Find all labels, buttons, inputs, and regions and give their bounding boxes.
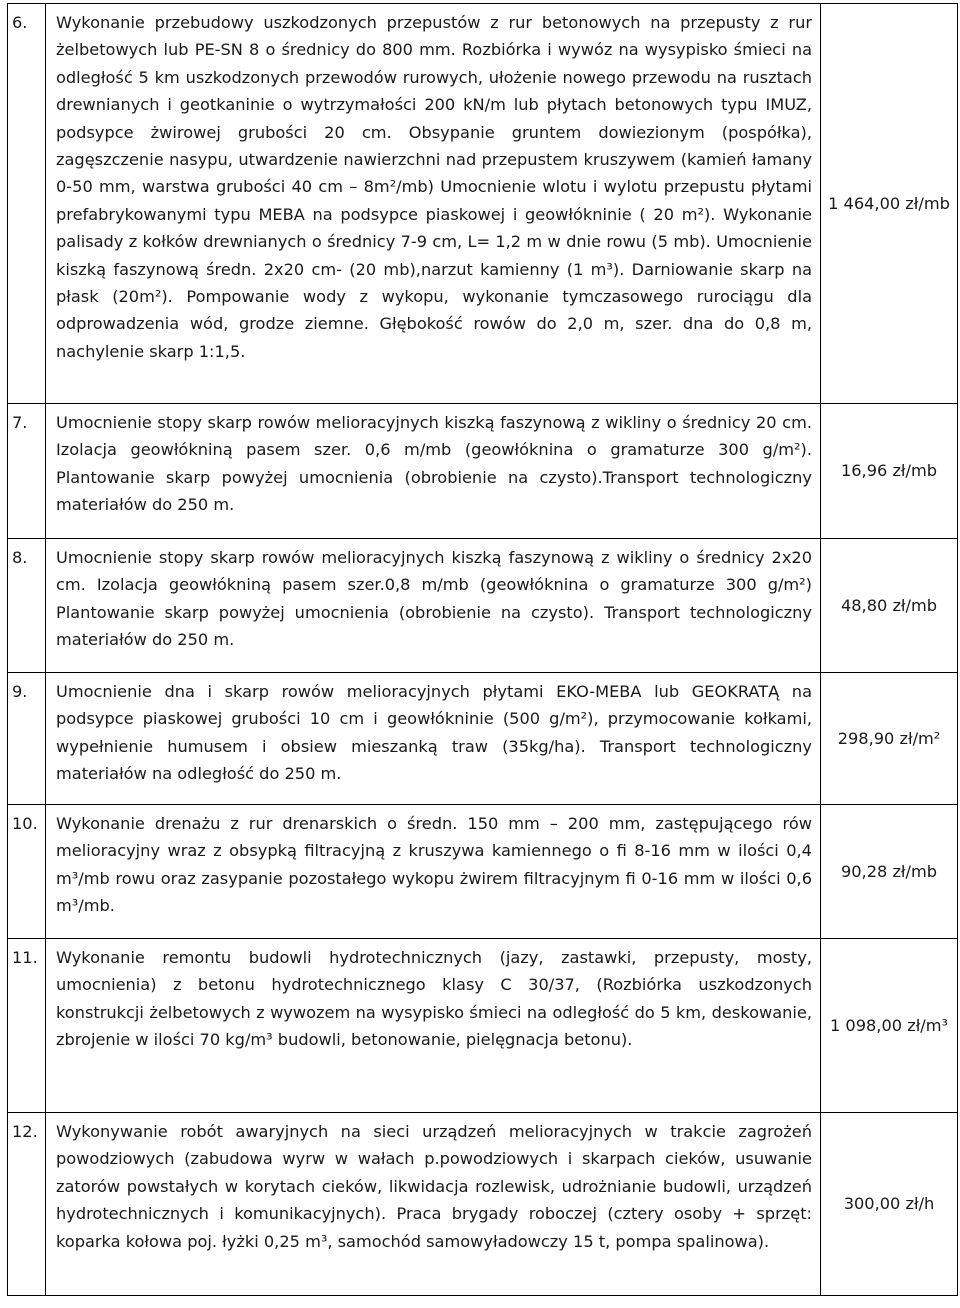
row-number: 12. — [8, 1113, 46, 1296]
row-number: 11. — [8, 939, 46, 1113]
table-row — [8, 4, 958, 404]
table-row — [8, 805, 958, 939]
row-price: 300,00 zł/h — [821, 1113, 958, 1296]
table-row — [8, 673, 958, 805]
row-description: Umocnienie stopy skarp rowów melioracyjnych kiszką faszynową z wikliny o średnicy 20 cm. Izolacja geowłókniną pasem szer. 0,6 m/mb (geowłóknina o gramaturze 300 g/m²). Plantowanie skarp powyżej umocnienia (obrobienie na czysto).Transport technologiczny materiałów do 250 m. — [46, 404, 821, 539]
row-price: 48,80 zł/mb — [821, 539, 958, 673]
row-number: 6. — [8, 4, 46, 404]
row-number: 7. — [8, 404, 46, 539]
row-description: Umocnienie stopy skarp rowów melioracyjnych kiszką faszynową z wikliny o średnicy 2x20 cm. Izolacja geowłókniną pasem szer.0,8 m/mb (geowłóknina o gramaturze 300 g/m²) Plantowanie skarp powyżej umocnienia (obrobienie na czysto). Transport technologiczny materiałów do 250 m. — [46, 539, 821, 673]
table-row — [8, 539, 958, 673]
row-price: 16,96 zł/mb — [821, 404, 958, 539]
row-description: Wykonanie drenażu z rur drenarskich o średn. 150 mm – 200 mm, zastępującego rów melioracyjny wraz z obsypką filtracyjną z kruszywa kamiennego o fi 8-16 mm w ilości 0,4 m³/mb rowu oraz zasypanie pozostałego wykopu żwirem filtracyjnym fi 0-16 mm w ilości 0,6 m³/mb. — [46, 805, 821, 939]
table-row — [8, 404, 958, 539]
row-price: 298,90 zł/m² — [821, 673, 958, 805]
table-row — [8, 939, 958, 1113]
price-table — [7, 3, 958, 1296]
row-number: 9. — [8, 673, 46, 805]
row-price: 90,28 zł/mb — [821, 805, 958, 939]
row-description: Umocnienie dna i skarp rowów melioracyjnych płytami EKO-MEBA lub GEOKRATĄ na podsypce piaskowej grubości 10 cm i geowłókninie (500 g/m²), przymocowanie kołkami, wypełnienie humusem i obsiew mieszanką traw (35kg/ha). Transport technologiczny materiałów na odległość do 250 m. — [46, 673, 821, 805]
table-row — [8, 1113, 958, 1296]
row-number: 8. — [8, 539, 46, 673]
row-description: Wykonywanie robót awaryjnych na sieci urządzeń melioracyjnych w trakcie zagrożeń powodziowych (zabudowa wyrw w wałach p.powodziowych i skarpach cieków, usuwanie zatorów powstałych w korytach cieków, likwidacja rozlewisk, udrożnianie budowli, urządzeń hydrotechnicznych i komunikacyjnych). Praca brygady roboczej (cztery osoby + sprzęt: koparka kołowa poj. łyżki 0,25 m³, samochód samowyładowczy 15 t, pompa spalinowa). — [46, 1113, 821, 1296]
row-description: Wykonanie przebudowy uszkodzonych przepustów z rur betonowych na przepusty z rur żelbetowych lub PE-SN 8 o średnicy do 800 mm. Rozbiórka i wywóz na wysypisko śmieci na odległość 5 km uszkodzonych przewodów rurowych, ułożenie nowego przewodu na rusztach drewnianych i geotkaninie o wytrzymałości 200 kN/m lub płytach betonowych typu IMUZ, podsypce żwirowej grubości 20 cm. Obsypanie gruntem dowiezionym (pospółka), zagęszczenie nasypu, utwardzenie nawierzchni nad przepustem kruszywem (kamień łamany 0-50 mm, warstwa grubości 40 cm – 8m²/mb) Umocnienie wlotu i wylotu przepustu płytami prefabrykowanymi typu MEBA na podsypce piaskowej i geowłókninie ( 20 m²). Wykonanie palisady z kołków drewnianych o średnicy 7-9 cm, L= 1,2 m w dnie rowu (5 mb). Umocnienie kiszką faszynową średn. 2x20 cm- (20 mb),narzut kamienny (1 m³). Darniowanie skarp na płask (20m²). Pompowanie wody z wykopu, wykonanie tymczasowego rurociągu dla odprowadzenia wód, grodze ziemne. Głębokość rowów do 2,0 m, szer. dna do 0,8 m, nachylenie skarp 1:1,5. — [46, 4, 821, 404]
row-price: 1 098,00 zł/m³ — [821, 939, 958, 1113]
row-price: 1 464,00 zł/mb — [821, 4, 958, 404]
row-number: 10. — [8, 805, 46, 939]
row-description: Wykonanie remontu budowli hydrotechnicznych (jazy, zastawki, przepusty, mosty, umocnienia) z betonu hydrotechnicznego klasy C 30/37, (Rozbiórka uszkodzonych konstrukcji żelbetowych z wywozem na wysypisko śmieci na odległość do 5 km, deskowanie, zbrojenie w ilości 70 kg/m³ budowli, betonowanie, pielęgnacja betonu). — [46, 939, 821, 1113]
